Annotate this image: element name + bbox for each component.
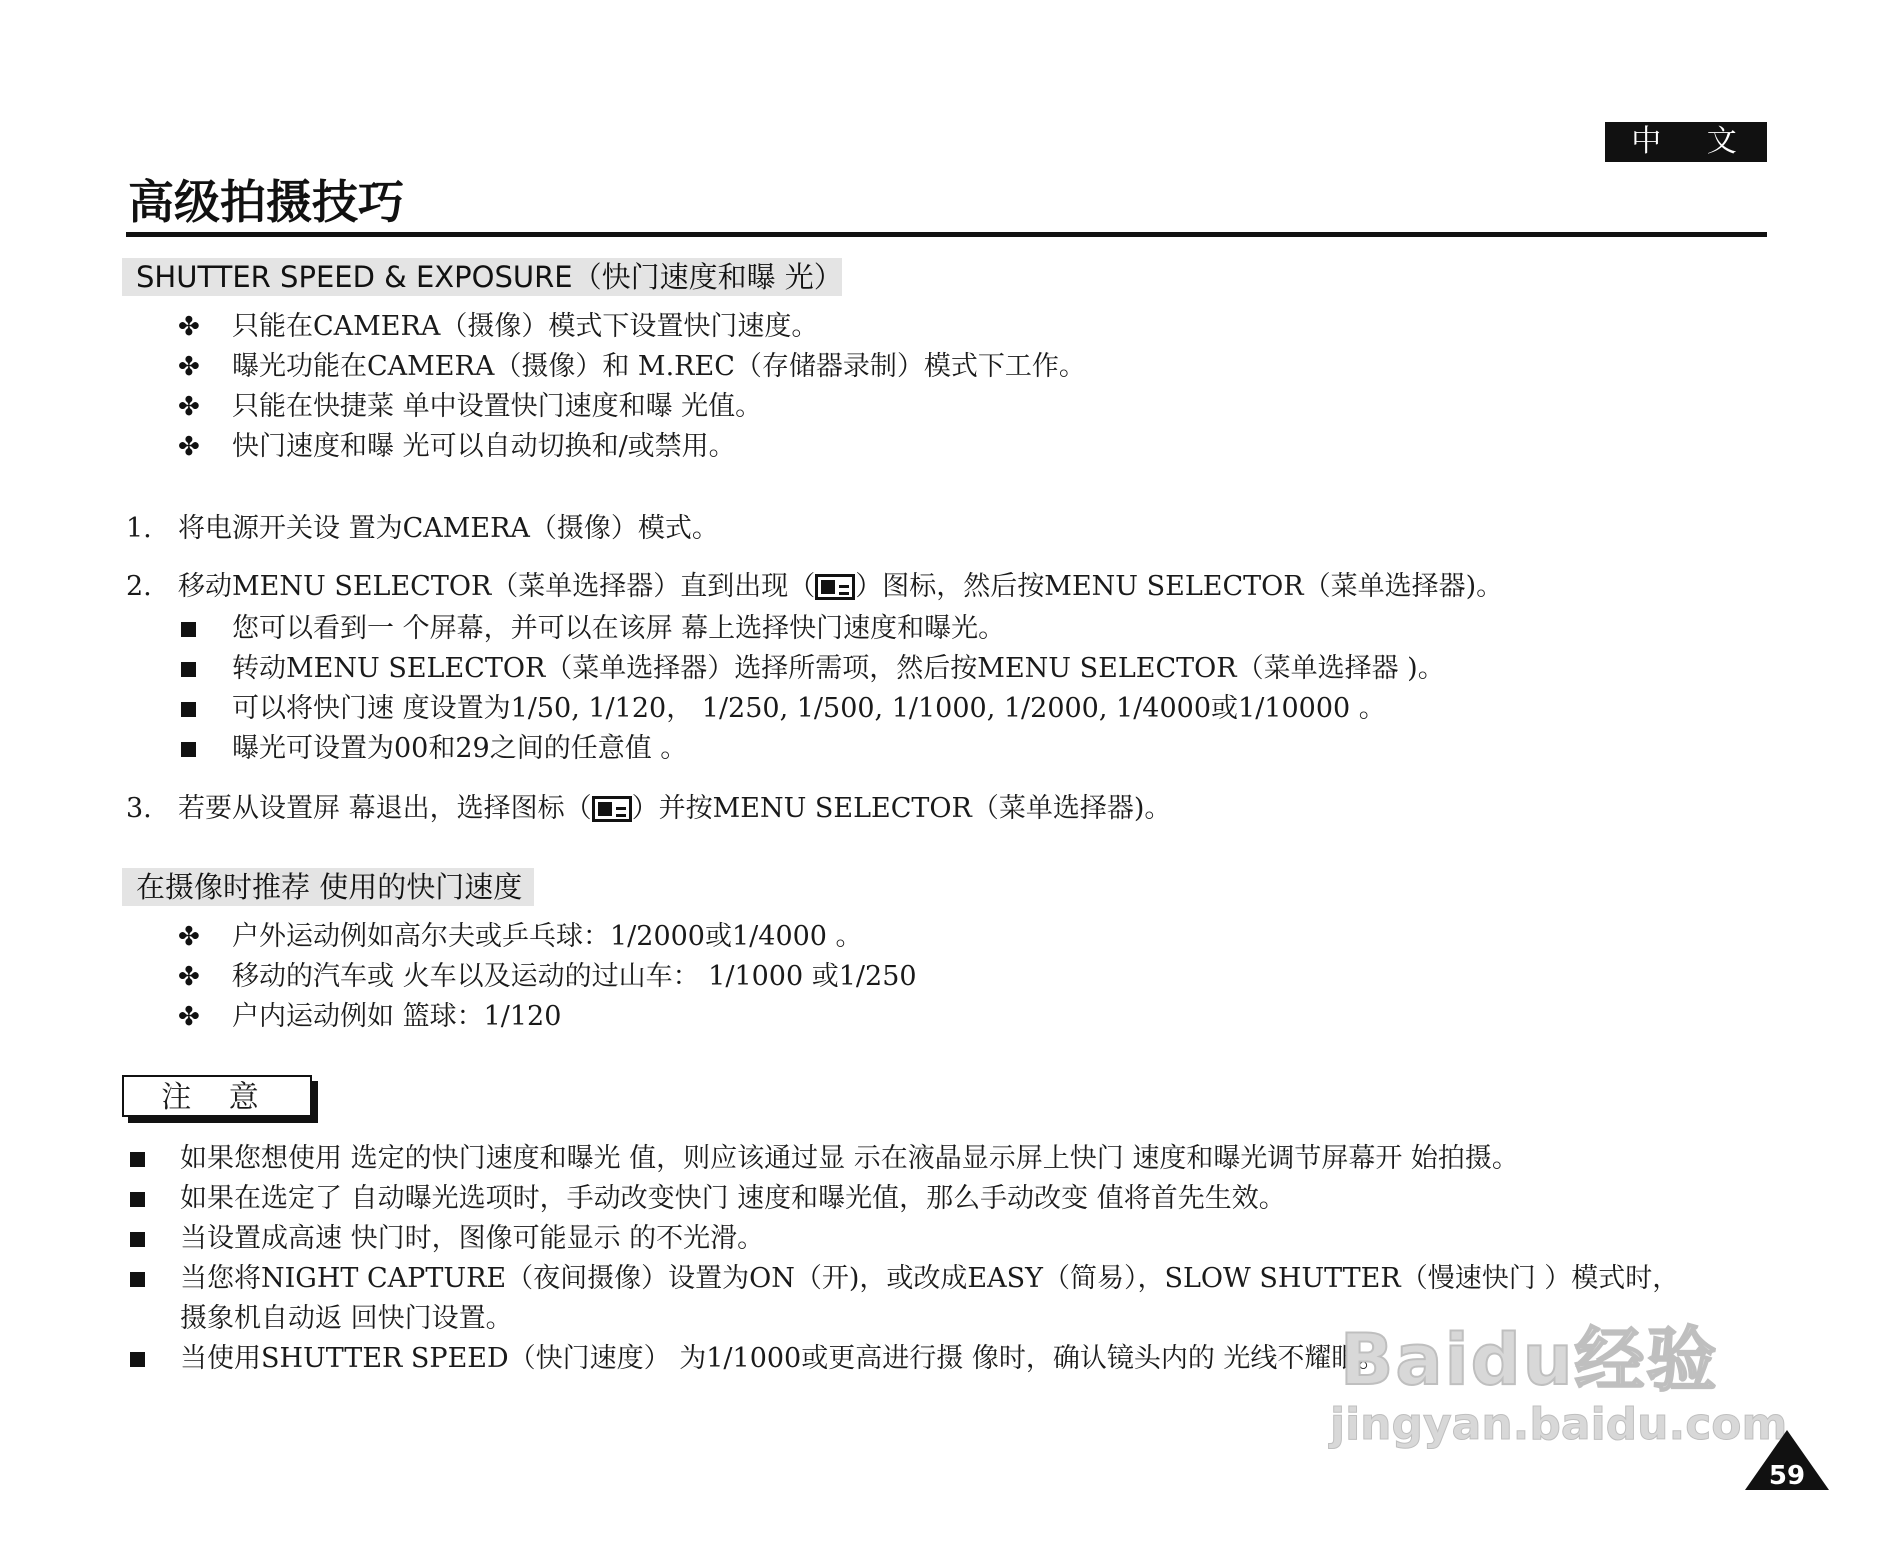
section-header-shutter-exposure: SHUTTER SPEED & EXPOSURE（快门速度和曝 光） <box>122 258 842 296</box>
step-text-part: 移动MENU SELECTOR（菜单选择器）直到出现（ <box>178 571 816 602</box>
title-divider <box>126 232 1767 237</box>
step-subitem: 曝光可设置为00和29之间的任意值 。 <box>232 733 688 764</box>
step-text-part: ）并按MENU SELECTOR（菜单选择器)。 <box>631 793 1172 824</box>
watermark-main: Baidu经验 <box>1340 1319 1719 1401</box>
square-bullet-icon <box>130 1352 145 1367</box>
note-item-continuation: 摄象机自动返 回快门设置。 <box>180 1303 513 1334</box>
clover-bullet-icon: ✤ <box>178 432 200 462</box>
step-text <box>178 568 1503 606</box>
page-number: 59 <box>1768 1461 1806 1491</box>
info-bullet: 曝光功能在CAMERA（摄像）和 M.REC（存储器录制）模式下工作。 <box>232 351 1086 382</box>
square-bullet-icon <box>181 662 196 677</box>
note-item: 当设置成高速 快门时，图像可能显示 的不光滑。 <box>180 1223 765 1254</box>
step-subitem: 转动MENU SELECTOR（菜单选择器）选择所需项，然后按MENU SELECTOR（菜单选择器 )。 <box>232 653 1445 684</box>
page-title: 高级拍摄技巧 <box>128 175 404 229</box>
square-bullet-icon <box>130 1192 145 1207</box>
note-item: 当您将NIGHT CAPTURE（夜间摄像）设置为ON（开)，或改成EASY（简易），SLOW SHUTTER（慢速快门 ）模式时， <box>180 1263 1680 1294</box>
clover-bullet-icon: ✤ <box>178 352 200 382</box>
clover-bullet-icon: ✤ <box>178 922 200 952</box>
recommendation-bullet: 户内运动例如 篮球：1/120 <box>232 1001 562 1032</box>
baidu-watermark <box>1330 1319 1788 1450</box>
step-subitem: 您可以看到一 个屏幕，并可以在该屏 幕上选择快门速度和曝光。 <box>232 613 1006 644</box>
step-number: 1. <box>126 513 152 544</box>
step-text <box>178 790 1171 828</box>
note-item: 如果您想使用 选定的快门速度和曝光 值，则应该通过显 示在液晶显示屏上快门 速度和曝光调节屏幕开 始拍摄。 <box>180 1143 1519 1174</box>
step-number: 2. <box>126 571 152 602</box>
clover-bullet-icon: ✤ <box>178 312 200 342</box>
note-item: 当使用SHUTTER SPEED（快门速度） 为1/1000或更高进行摄 像时，确认镜头内的 光线不耀眼。 <box>180 1343 1386 1374</box>
note-label: 注 意 <box>122 1075 312 1117</box>
step-number: 3. <box>126 793 152 824</box>
language-tab: 中 文 <box>1605 122 1767 162</box>
square-bullet-icon <box>130 1232 145 1247</box>
menu-card-icon <box>815 574 855 600</box>
section-header-recommended-speeds: 在摄像时推荐 使用的快门速度 <box>122 868 534 906</box>
recommendation-bullet: 移动的汽车或 火车以及运动的过山车： 1/1000 或1/250 <box>232 961 917 992</box>
step-subitem: 可以将快门速 度设置为1/50, 1/120， 1/250, 1/500, 1/1000, 1/2000, 1/4000或1/10000 。 <box>232 693 1386 724</box>
step-text-part: ）图标，然后按MENU SELECTOR（菜单选择器)。 <box>855 571 1504 602</box>
clover-bullet-icon: ✤ <box>178 392 200 422</box>
clover-bullet-icon: ✤ <box>178 1002 200 1032</box>
square-bullet-icon <box>130 1152 145 1167</box>
watermark-url: jingyan.baidu.com <box>1330 1399 1788 1450</box>
clover-bullet-icon: ✤ <box>178 962 200 992</box>
step-text: 将电源开关设 置为CAMERA（摄像）模式。 <box>178 513 719 544</box>
step-text-part: 若要从设置屏 幕退出，选择图标（ <box>178 793 592 824</box>
square-bullet-icon <box>130 1272 145 1287</box>
info-bullet: 只能在快捷菜 单中设置快门速度和曝 光值。 <box>232 391 763 422</box>
info-bullet: 只能在CAMERA（摄像）模式下设置快门速度。 <box>232 311 819 342</box>
info-bullet: 快门速度和曝 光可以自动切换和/或禁用。 <box>232 431 736 462</box>
recommendation-bullet: 户外运动例如高尔夫或乒乓球：1/2000或1/4000 。 <box>232 921 863 952</box>
square-bullet-icon <box>181 702 196 717</box>
note-item: 如果在选定了 自动曝光选项时，手动改变快门 速度和曝光值，那么手动改变 值将首先生效。 <box>180 1183 1286 1214</box>
square-bullet-icon <box>181 622 196 637</box>
menu-card-icon <box>592 796 632 822</box>
square-bullet-icon <box>181 742 196 757</box>
